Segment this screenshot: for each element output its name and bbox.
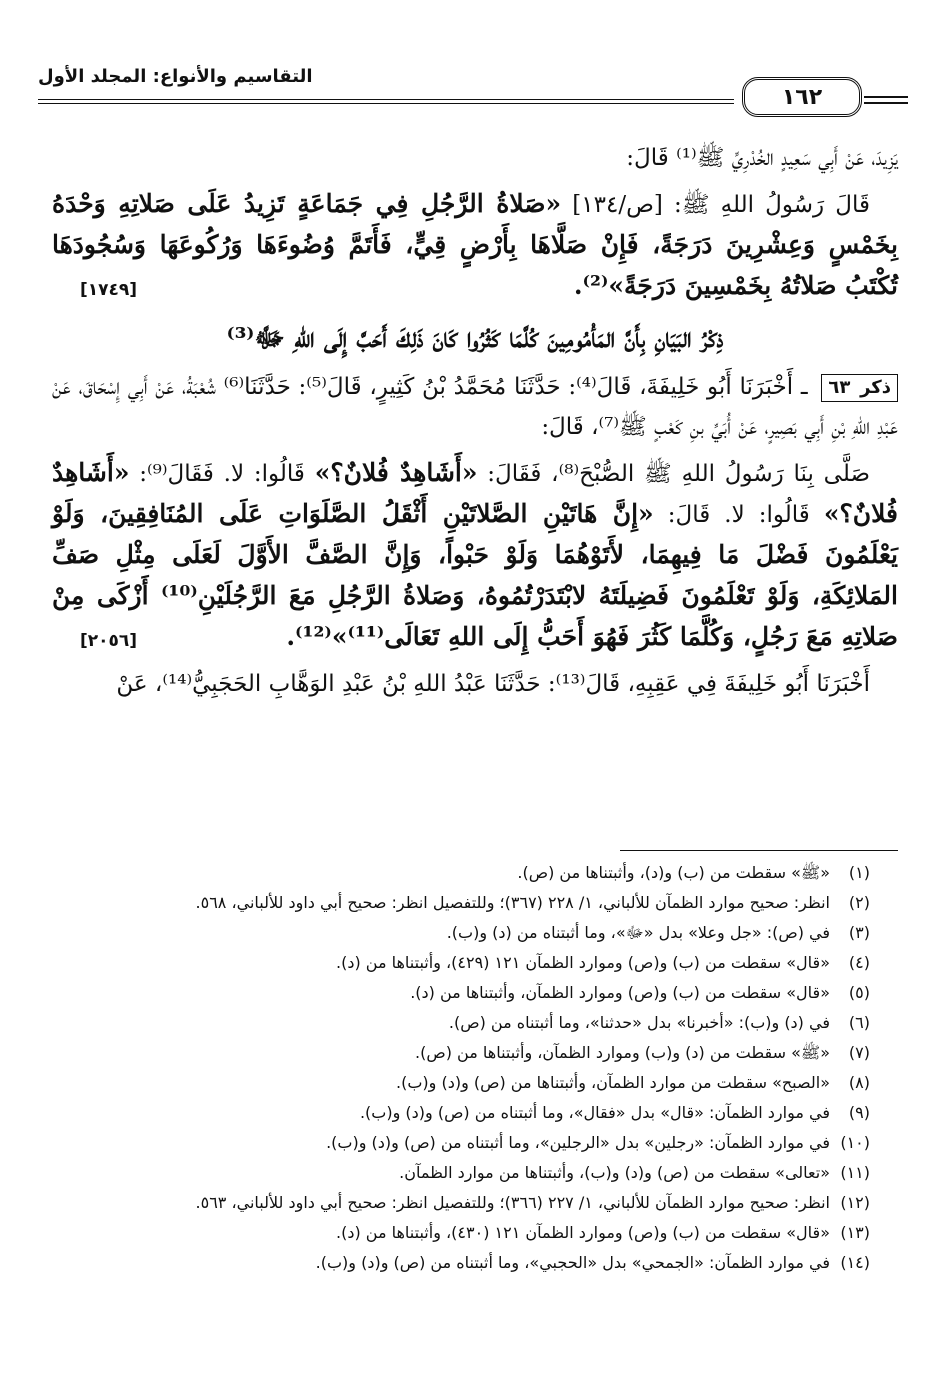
footnotes [70, 858, 870, 1278]
hadith-number-marker [821, 374, 898, 402]
footnote [70, 1098, 870, 1128]
hadith-text: «أَشَاهِدٌ فُلانٌ؟» [314, 458, 478, 487]
text-span: قَالَ رَسُولُ اللهِ ﷺ: [ص/١٣٤] [572, 192, 870, 218]
main-text [52, 138, 898, 710]
footnote-number: (١٠) [840, 1133, 870, 1152]
header-rule [864, 102, 908, 104]
text-span: قَالُوا: لا. قَالَ: [667, 502, 810, 528]
footnote [70, 1038, 870, 1068]
footnote-text: في موارد الظمآن: «الجمحي» بدل «الحجبي»، وما أثبتناه من (ص) و(د) و(ب). [315, 1253, 830, 1272]
footnote-text: في (ص): «جل وعلا» بدل «ﷻ»، وما أثبتناه من (د) و(ب). [446, 923, 830, 942]
footnote [70, 1188, 870, 1218]
dhikr-badge: ذكر [860, 377, 892, 398]
footnote-text: انظر: صحيح موارد الظمآن للألباني، ١/ ٢٢٨ (٣٦٧)؛ وللتفصيل انظر: صحيح أبي داود للألباني، ٥٦٨. [195, 893, 830, 912]
footnote-number: (١١) [840, 1163, 870, 1182]
hadith-text: «صَلاةُ الرَّجُلِ فِي جَمَاعَةٍ تَزِيدُ عَلَى صَلاتِهِ وَحْدَهُ بِخَمْسٍ وَعِشْرِينَ دَرَجَةً، فَإِنْ صَلَّاهَا بِأَرْضٍ قِيٍّ، فَأَتَمَّ وُضُوءَهَا وَرُكُوعَهَا وَسُجُودَهَا تُكْتَبُ صَلاتُهُ بِخَمْسِينَ دَرَجَةً»⁽²⁾. [52, 189, 898, 300]
footnote [70, 1248, 870, 1278]
footnote-text: انظر: صحيح موارد الظمآن للألباني، ١/ ٢٢٧ (٣٦٦)؛ وللتفصيل انظر: صحيح أبي داود للألباني، ٥٦٣. [195, 1193, 830, 1212]
paragraph [52, 184, 898, 307]
footnote-number: (٨) [848, 1073, 870, 1092]
footnote-number: (١) [848, 863, 870, 882]
footnote [70, 978, 870, 1008]
footnote-number: (٧) [848, 1043, 870, 1062]
footnote [70, 1128, 870, 1158]
footnote-text: «قال» سقطت من (ب) و(ص) وموارد الظمآن، وأثبتناها من (د). [410, 983, 830, 1002]
footnote-number: (٩) [848, 1103, 870, 1122]
text-span: ـ أَخْبَرَنَا أَبُو خَلِيفَةَ، قَالَ⁽⁴⁾: حَدَّثَنَا مُحَمَّدُ بْنُ كَثِيرٍ، قَالَ⁽⁵⁾: حَدَّثَنَا⁽⁶⁾ شُعْبَةُ، عَنْ أَبِي إِسْحَاقَ، عَنْ عَبْدِ اللهِ بْنِ أَبِي بَصِيرٍ، عَنْ أُبَيِّ بنِ كَعْبٍ ﷺ⁽⁷⁾، قَالَ: [52, 374, 898, 440]
footnote-text: «تعالى» سقطت من (ص) و(د) و(ب)، وأثبتناها من موارد الظمآن. [399, 1163, 830, 1182]
paragraph [52, 367, 898, 447]
hadith-text: «أَشَاهِدٌ فُلانٌ؟» [52, 458, 899, 528]
footnote-number: (١٣) [840, 1223, 870, 1242]
footnote [70, 1158, 870, 1188]
footnote-number: (٣) [848, 923, 870, 942]
footnote [70, 948, 870, 978]
footnote-number: (٦) [848, 1013, 870, 1032]
header-rule [864, 96, 908, 98]
footnote-text: «ﷺ» سقطت من (ب) و(د)، وأثبتناها من (ص). [517, 863, 830, 882]
text-span: يَزِيدَ، عَنْ أَبِي سَعِيدٍ الخُدْرِيِّ ﷺ⁽¹⁾ قَالَ: [626, 145, 898, 171]
footnote-number: (٤) [848, 953, 870, 972]
header-rule [38, 103, 734, 104]
chapter-heading: ذِكْرُ البَيَانِ بِأَنَّ المَأْمُومِينَ كُلَّمَا كَثُرُوا كَانَ ذَلِكَ أَحَبَّ إِلَى اللهِ ﷻ⁽³⁾ [226, 323, 724, 354]
footnote-number: (١٤) [840, 1253, 870, 1272]
header-rule [38, 99, 734, 100]
footnote [70, 888, 870, 918]
footnote-number: (٢) [848, 893, 870, 912]
hadith-reference: [١٧٤٩] [80, 280, 138, 300]
footnote-number: (٥) [848, 983, 870, 1002]
paragraph [52, 453, 898, 658]
footnote-text: في (د) و(ب): «أخبرنا» بدل «حدثنا»، وما أثبتناه من (ص). [448, 1013, 830, 1032]
paragraph [52, 138, 898, 178]
footnote-separator [620, 850, 898, 851]
footnote [70, 1068, 870, 1098]
page-number: ١٦٢ [742, 77, 862, 117]
paragraph [52, 664, 898, 704]
page-header [38, 62, 910, 120]
text-span: صَلَّى بِنَا رَسُولُ اللهِ ﷺ الصُّبْحَ⁽⁸⁾، فَقَالَ: [487, 461, 870, 487]
hadith-reference: [٢٠٥٦] [80, 631, 138, 651]
footnote-text: «الصبح» سقطت من موارد الظمآن، وأثبتناها من (ص) و(د) و(ب). [396, 1073, 830, 1092]
footnote-text: «قال» سقطت من (ب) و(ص) وموارد الظمآن ١٢١ (٤٢٩)، وأثبتناها من (د). [336, 953, 830, 972]
footnote-text: في موارد الظمآن: «قال» بدل «فقال»، وما أثبتناه من (ص) و(د) و(ب). [359, 1103, 830, 1122]
hadith-text: «إِنَّ هَاتَيْنِ الصَّلاتَيْنِ أَثْقَلُ الصَّلَوَاتِ عَلَى المُنَافِقِينَ، وَلَوْ يَعْلَمُونَ فَضْلَ مَا فِيهِمَا، لأَتَوْهُمَا وَلَوْ حَبْواً، وَإِنَّ الصَّفَّ الأَوَّلَ لَعَلَى مِثْلِ صَفِّ المَلائِكَةِ، وَلَوْ تَعْلَمُونَ فَضِيلَتَهُ لابْتَدَرْتُمُوهُ، وَصَلاةُ الرَّجُلِ مَعَ الرَّجُلَيْنِ⁽¹⁰⁾ أَزْكَى مِنْ صَلاتِهِ مَعَ رَجُلٍ، وَكُلَّمَا كَثُرَ فَهُوَ أَحَبُّ إِلَى اللهِ تَعَالَى⁽¹¹⁾»⁽¹²⁾. [52, 499, 898, 651]
footnote [70, 918, 870, 948]
running-title: التقاسيم والأنواع: المجلد الأول [38, 66, 313, 87]
hadith-number: ٦٣ [828, 377, 851, 398]
text-span: قَالُوا: لا. فَقَالَ⁽⁹⁾: [139, 461, 305, 487]
footnote-text: «ﷺ» سقطت من (د) و(ب) وموارد الظمآن، وأثبتناها من (ص). [415, 1043, 830, 1062]
footnote-number: (١٢) [840, 1193, 870, 1212]
footnote [70, 858, 870, 888]
footnote [70, 1008, 870, 1038]
text-span: أَخْبَرَنَا أَبُو خَلِيفَةَ فِي عَقِبِهِ، قَالَ⁽¹³⁾: حَدَّثَنَا عَبْدُ اللهِ بْنُ عَبْدِ الوَهَّابِ الحَجَبِيُّ⁽¹⁴⁾، عَنْ [116, 671, 870, 697]
footnote-text: في موارد الظمآن: «رجلين» بدل «الرجلين»، وما أثبتناه من (ص) و(د) و(ب). [326, 1133, 830, 1152]
footnote-text: «قال» سقطت من (ب) و(ص) وموارد الظمآن ١٢١ (٤٣٠)، وأثبتناها من (د). [336, 1223, 830, 1242]
footnote [70, 1218, 870, 1248]
